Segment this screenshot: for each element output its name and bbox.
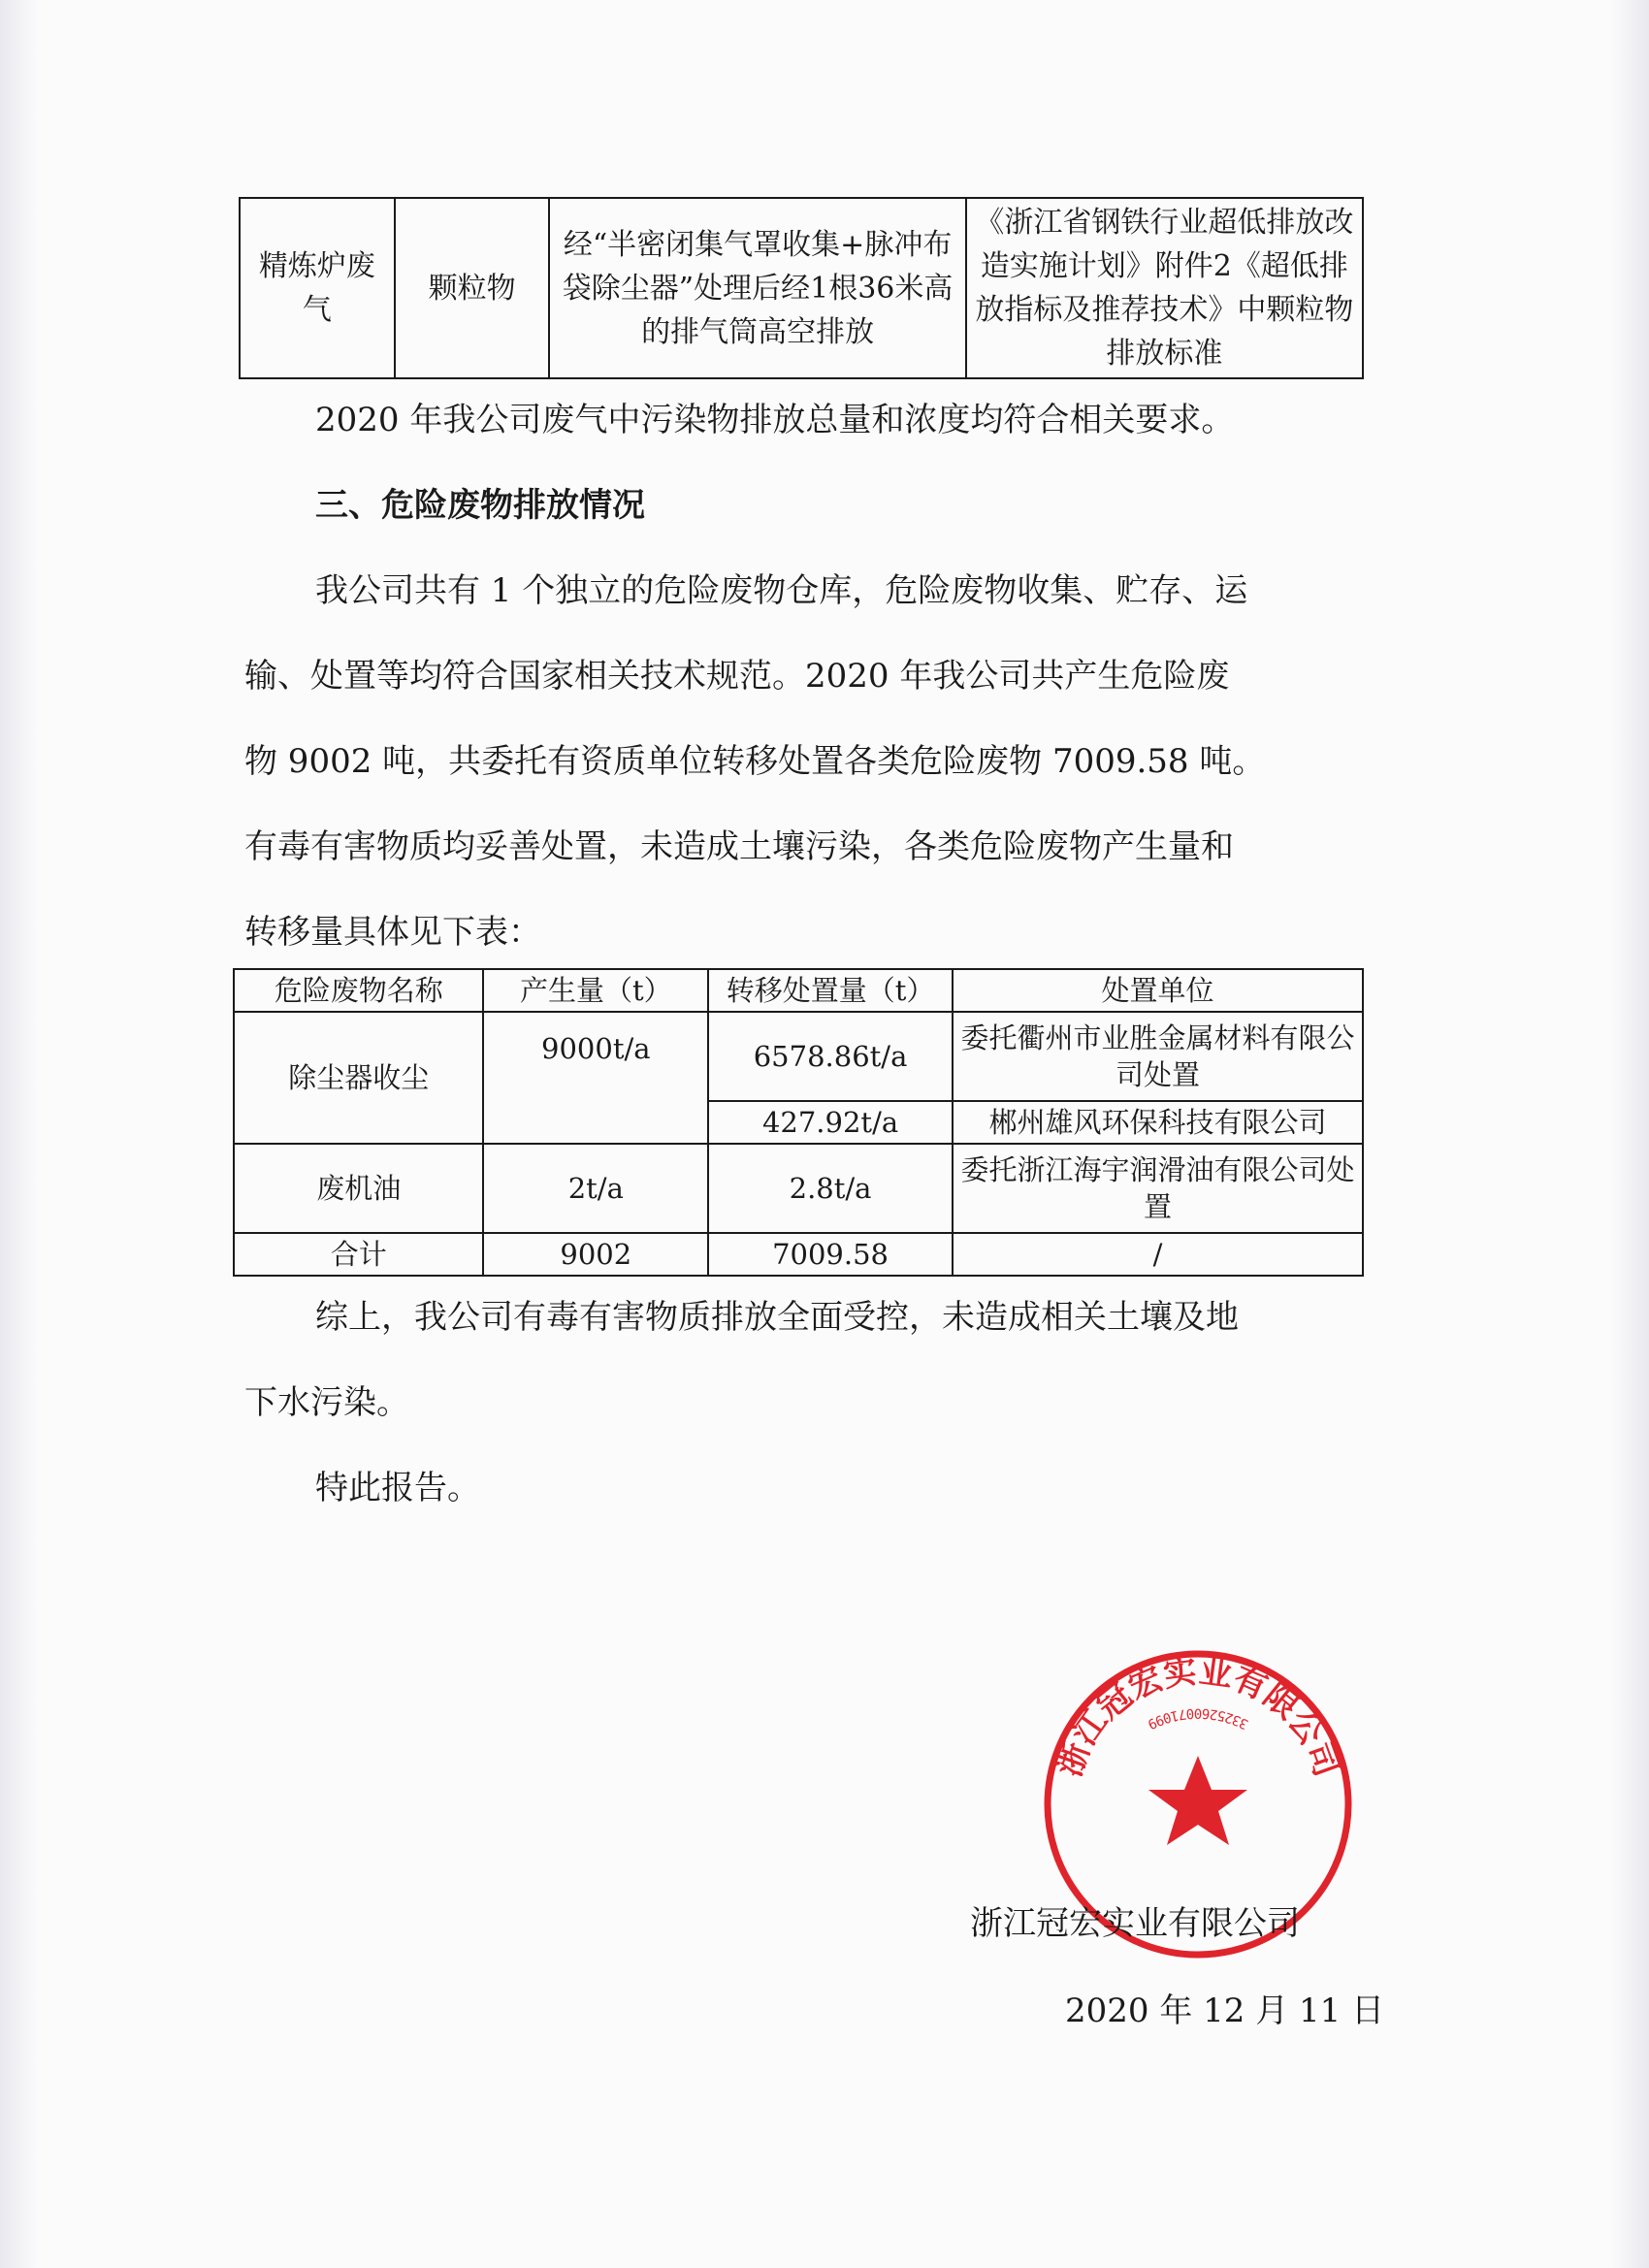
dust-unit-2: 郴州雄风环保科技有限公司 [953,1101,1363,1144]
signature-company: 浙江冠宏实业有限公司 [970,1904,1300,1943]
signature-date: 2020 年 12 月 11 日 [1065,1992,1385,2030]
section-3-line-4: 有毒有害物质均妥善处置，未造成土壤污染，各类危险废物产生量和 [244,827,1234,866]
header-unit: 处置单位 [953,969,1363,1012]
emission-source: 精炼炉废气 [240,198,395,378]
header-produced: 产生量（t） [483,969,708,1012]
table-row [234,1233,1363,1276]
total-produced: 9002 [483,1233,708,1276]
total-unit: / [953,1233,1363,1276]
total-transfer: 7009.58 [708,1233,953,1276]
dust-name: 除尘器收尘 [234,1012,483,1144]
table-row [240,198,1363,378]
conclusion-line-2: 下水污染。 [244,1383,409,1422]
summary-gas: 2020 年我公司废气中污染物排放总量和浓度均符合相关要求。 [315,401,1235,439]
header-transfer: 转移处置量（t） [708,969,953,1012]
oil-transfer: 2.8t/a [708,1144,953,1233]
oil-unit: 委托浙江海宇润滑油有限公司处置 [953,1144,1363,1233]
table-row [234,1012,1363,1101]
closing-text: 特此报告。 [315,1469,480,1507]
section-3-line-2: 输、处置等均符合国家相关技术规范。2020 年我公司共产生危险废 [244,657,1230,696]
table-row [234,1144,1363,1233]
paper-edge-right [1610,0,1649,2268]
seal-number: 3325260071099 [1145,1704,1251,1733]
emission-standard: 《浙江省钢铁行业超低排放改造实施计划》附件2《超低排放指标及推荐技术》中颗粒物排放标准 [966,198,1363,378]
oil-name: 废机油 [234,1144,483,1233]
dust-transfer-1: 6578.86t/a [708,1012,953,1101]
seal-text: 浙江冠宏实业有限公司 [1050,1652,1346,1782]
conclusion-line-1: 综上，我公司有毒有害物质排放全面受控，未造成相关土壤及地 [315,1298,1239,1337]
header-name: 危险废物名称 [234,969,483,1012]
section-3-title: 三、危险废物排放情况 [315,486,645,525]
emission-table [239,197,1364,379]
dust-transfer-2: 427.92t/a [708,1101,953,1144]
dust-produced: 9000t/a [483,1012,708,1144]
waste-table [233,968,1364,1277]
total-name: 合计 [234,1233,483,1276]
section-3-line-3: 物 9002 吨，共委托有资质单位转移处置各类危险废物 7009.58 吨。 [244,742,1266,781]
emission-measure: 经“半密闭集气罩收集+脉冲布袋除尘器”处理后经1根36米高的排气筒高空排放 [549,198,965,378]
paper-edge-left [0,0,39,2268]
section-3-line-5: 转移量具体见下表： [244,913,541,952]
table-header-row [234,969,1363,1012]
star-icon [1148,1756,1247,1845]
emission-pollutant: 颗粒物 [395,198,550,378]
section-3-line-1: 我公司共有 1 个独立的危险废物仓库，危险废物收集、贮存、运 [315,571,1248,610]
dust-unit-1: 委托衢州市业胜金属材料有限公司处置 [953,1012,1363,1101]
oil-produced: 2t/a [483,1144,708,1233]
